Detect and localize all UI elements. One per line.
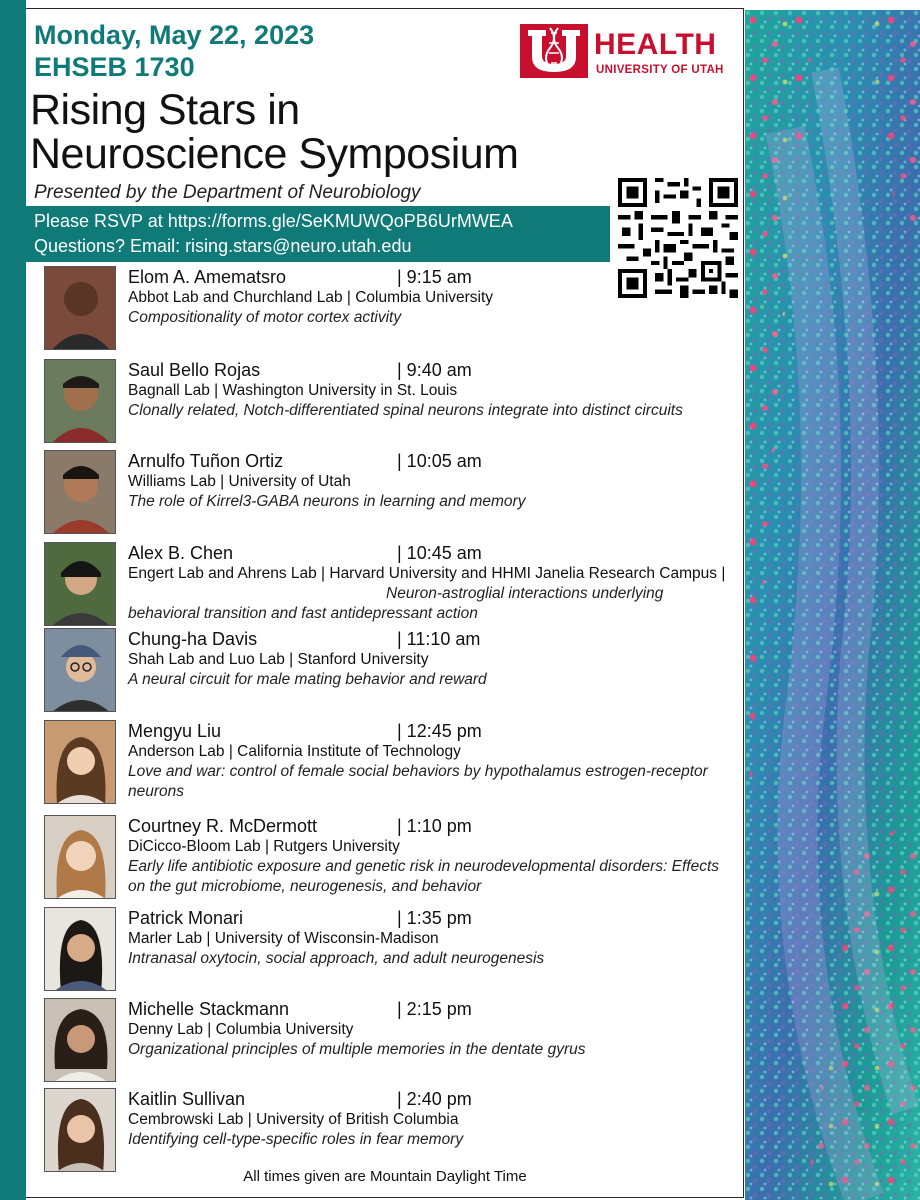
event-room: EHSEB 1730 <box>34 52 195 82</box>
speaker-affiliation: Shah Lab and Luo Lab | Stanford University <box>128 651 429 668</box>
speaker-name: Chung-ha Davis <box>128 629 258 649</box>
speaker-entry <box>44 1088 734 1174</box>
speaker-photo <box>44 1088 116 1172</box>
speaker-photo <box>44 815 116 899</box>
speaker-entry <box>44 542 734 628</box>
speaker-time: | 2:15 pm <box>397 999 472 1019</box>
u-block-logo-icon <box>520 24 588 78</box>
logo-university-text: UNIVERSITY OF UTAH <box>596 64 724 76</box>
speaker-photo <box>44 628 116 712</box>
person-avatar-icon <box>45 629 116 712</box>
page-title <box>30 88 518 176</box>
speaker-affiliation: Denny Lab | Columbia University <box>128 1021 354 1038</box>
u-health-logo <box>520 24 736 82</box>
speaker-affiliation: Engert Lab and Ahrens Lab | Harvard University and HHMI Janelia Research Campus | <box>128 565 726 582</box>
speaker-name: Saul Bello Rojas <box>128 360 261 380</box>
person-avatar-icon <box>45 267 116 350</box>
speaker-affiliation: Cembrowski Lab | University of British Columbia <box>128 1111 459 1128</box>
speaker-entry <box>44 998 734 1084</box>
speaker-time: | 12:45 pm <box>397 721 482 741</box>
presenter-subtitle: Presented by the Department of Neurobiology <box>34 182 421 203</box>
talk-title: A neural circuit for male mating behavior and reward <box>128 671 487 688</box>
speaker-time: | 1:10 pm <box>397 816 472 836</box>
person-avatar-icon <box>45 816 116 899</box>
speaker-photo <box>44 907 116 991</box>
speaker-affiliation: DiCicco-Bloom Lab | Rutgers University <box>128 838 400 855</box>
timezone-note: All times given are Mountain Daylight Time <box>243 1168 527 1185</box>
talk-title: Neuron-astroglial interactions underlying behavioral transition and fast antidepressant action <box>128 585 664 622</box>
speaker-photo <box>44 266 116 350</box>
speaker-name: Mengyu Liu <box>128 721 222 741</box>
speaker-name: Patrick Monari <box>128 908 244 928</box>
neuron-microscopy-image <box>745 10 920 1200</box>
talk-title: Identifying cell-type-specific roles in fear memory <box>128 1131 464 1148</box>
speaker-name: Michelle Stackmann <box>128 999 290 1019</box>
person-avatar-icon <box>45 721 116 804</box>
speaker-time: | 1:35 pm <box>397 908 472 928</box>
logo-health-text: HEALTH <box>594 28 717 61</box>
talk-title: Clonally related, Notch-differentiated spinal neurons integrate into distinct circuits <box>128 402 683 419</box>
event-date: Monday, May 22, 2023 <box>34 20 315 50</box>
title-line-1: Rising Stars in <box>30 86 300 134</box>
rsvp-link[interactable]: Please RSVP at https://forms.gle/SeKMUWQoPB6UrMWEA <box>34 211 513 231</box>
speaker-affiliation: Anderson Lab | California Institute of Technology <box>128 743 461 760</box>
speaker-photo <box>44 542 116 626</box>
talk-title: Organizational principles of multiple memories in the dentate gyrus <box>128 1041 586 1058</box>
speaker-photo <box>44 359 116 443</box>
speaker-entry <box>44 450 734 536</box>
speaker-entry <box>44 628 734 714</box>
speaker-name: Kaitlin Sullivan <box>128 1089 246 1109</box>
speaker-time: | 11:10 am <box>397 629 481 649</box>
person-avatar-icon <box>45 999 116 1082</box>
speaker-time: | 10:45 am <box>397 543 482 563</box>
left-accent-strip <box>0 0 26 1200</box>
talk-title: Intranasal oxytocin, social approach, and adult neurogenesis <box>128 950 545 967</box>
speaker-affiliation: Abbot Lab and Churchland Lab | Columbia University <box>128 289 494 306</box>
talk-title: Love and war: control of female social behaviors by hypothalamus estrogen-receptor neurons <box>128 763 708 800</box>
speaker-entry <box>44 720 734 806</box>
speaker-affiliation: Bagnall Lab | Washington University in St. Louis <box>128 382 458 399</box>
speaker-entry <box>44 266 734 352</box>
speaker-time: | 10:05 am <box>397 451 482 471</box>
speaker-entry <box>44 815 734 901</box>
person-avatar-icon <box>45 908 116 991</box>
speaker-time: | 9:40 am <box>397 360 472 380</box>
person-avatar-icon <box>45 360 116 443</box>
speaker-name: Courtney R. McDermott <box>128 816 318 836</box>
talk-title: Compositionality of motor cortex activity <box>128 309 402 326</box>
rsvp-band <box>26 206 610 262</box>
person-avatar-icon <box>45 451 116 534</box>
title-line-2: Neuroscience Symposium <box>30 130 519 178</box>
speaker-photo <box>44 450 116 534</box>
questions-email[interactable]: Questions? Email: rising.stars@neuro.utah.edu <box>34 236 412 256</box>
speaker-name: Arnulfo Tuñon Ortiz <box>128 451 284 471</box>
speaker-photo <box>44 998 116 1082</box>
speaker-name: Elom A. Amematsro <box>128 267 287 287</box>
person-avatar-icon <box>45 543 116 626</box>
speaker-time: | 9:15 am <box>397 267 472 287</box>
speaker-photo <box>44 720 116 804</box>
talk-title: Early life antibiotic exposure and genetic risk in neurodevelopmental disorders: Effects on the gut microbiome, neurogenesis, and behavior <box>128 858 720 895</box>
speaker-time: | 2:40 pm <box>397 1089 472 1109</box>
speaker-affiliation: Marler Lab | University of Wisconsin-Madison <box>128 930 439 947</box>
person-avatar-icon <box>45 1089 116 1172</box>
speaker-entry <box>44 359 734 445</box>
talk-title: The role of Kirrel3-GABA neurons in learning and memory <box>128 493 526 510</box>
speaker-entry <box>44 907 734 993</box>
speaker-affiliation: Williams Lab | University of Utah <box>128 473 351 490</box>
speaker-name: Alex B. Chen <box>128 543 234 563</box>
